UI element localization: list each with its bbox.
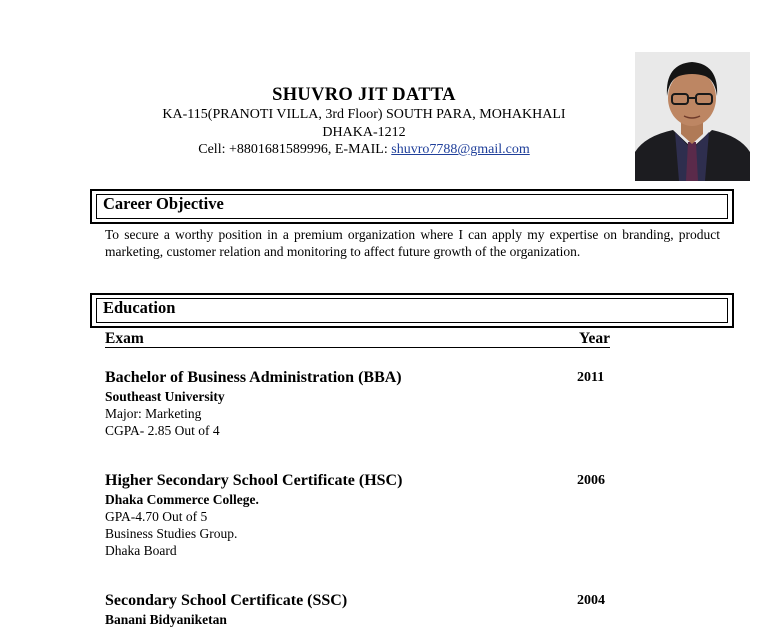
career-objective-heading-box	[90, 189, 734, 224]
address-line-1: KA-115(PRANOTI VILLA, 3rd Floor) SOUTH PARA, MOHAKHALI	[162, 107, 566, 122]
career-objective-text: To secure a worthy position in a premium organization where I can apply my expertise on branding, product marketing, customer relation and monitoring to affect future growth of the organization.	[105, 227, 720, 259]
column-header-exam: Exam	[105, 330, 144, 347]
degree-detail: Business Studies Group.	[105, 526, 238, 541]
degree-year: 2006	[577, 473, 605, 488]
email-link[interactable]: shuvro7788@gmail.com	[391, 142, 530, 157]
degree-detail: Major: Marketing	[105, 406, 202, 421]
institution-name: Banani Bidyaniketan	[105, 612, 227, 627]
education-table-header	[105, 330, 610, 348]
profile-photo	[635, 52, 750, 181]
institution-name: Southeast University	[105, 389, 225, 404]
degree-title: Bachelor of Business Administration (BBA)	[105, 369, 402, 386]
degree-title: Secondary School Certificate (SSC)	[105, 592, 348, 609]
education-heading-box	[90, 293, 734, 328]
degree-title: Higher Secondary School Certificate (HSC)	[105, 472, 403, 489]
resume-header	[100, 84, 628, 159]
contact-phone: Cell: +8801681589996, E-MAIL:	[198, 142, 392, 157]
heading-inner-border	[96, 298, 728, 323]
degree-detail: CGPA- 2.85 Out of 4	[105, 423, 220, 438]
institution-name: Dhaka Commerce College.	[105, 492, 259, 507]
education-entry-bba	[105, 368, 635, 439]
degree-detail: GPA-4.70 Out of 5	[105, 509, 208, 524]
contact-line	[100, 141, 628, 159]
degree-year: 2004	[577, 593, 605, 608]
candidate-name: SHUVRO JIT DATTA	[272, 85, 456, 105]
education-entry-hsc	[105, 471, 635, 559]
degree-year: 2011	[577, 370, 605, 385]
address-line-2: DHAKA-1212	[322, 124, 406, 140]
career-objective-title: Career Objective	[103, 194, 224, 213]
education-title: Education	[103, 298, 176, 317]
profile-photo-image	[635, 52, 750, 181]
education-entry-ssc	[105, 591, 635, 628]
column-header-year: Year	[579, 330, 610, 347]
degree-detail: Dhaka Board	[105, 543, 177, 558]
